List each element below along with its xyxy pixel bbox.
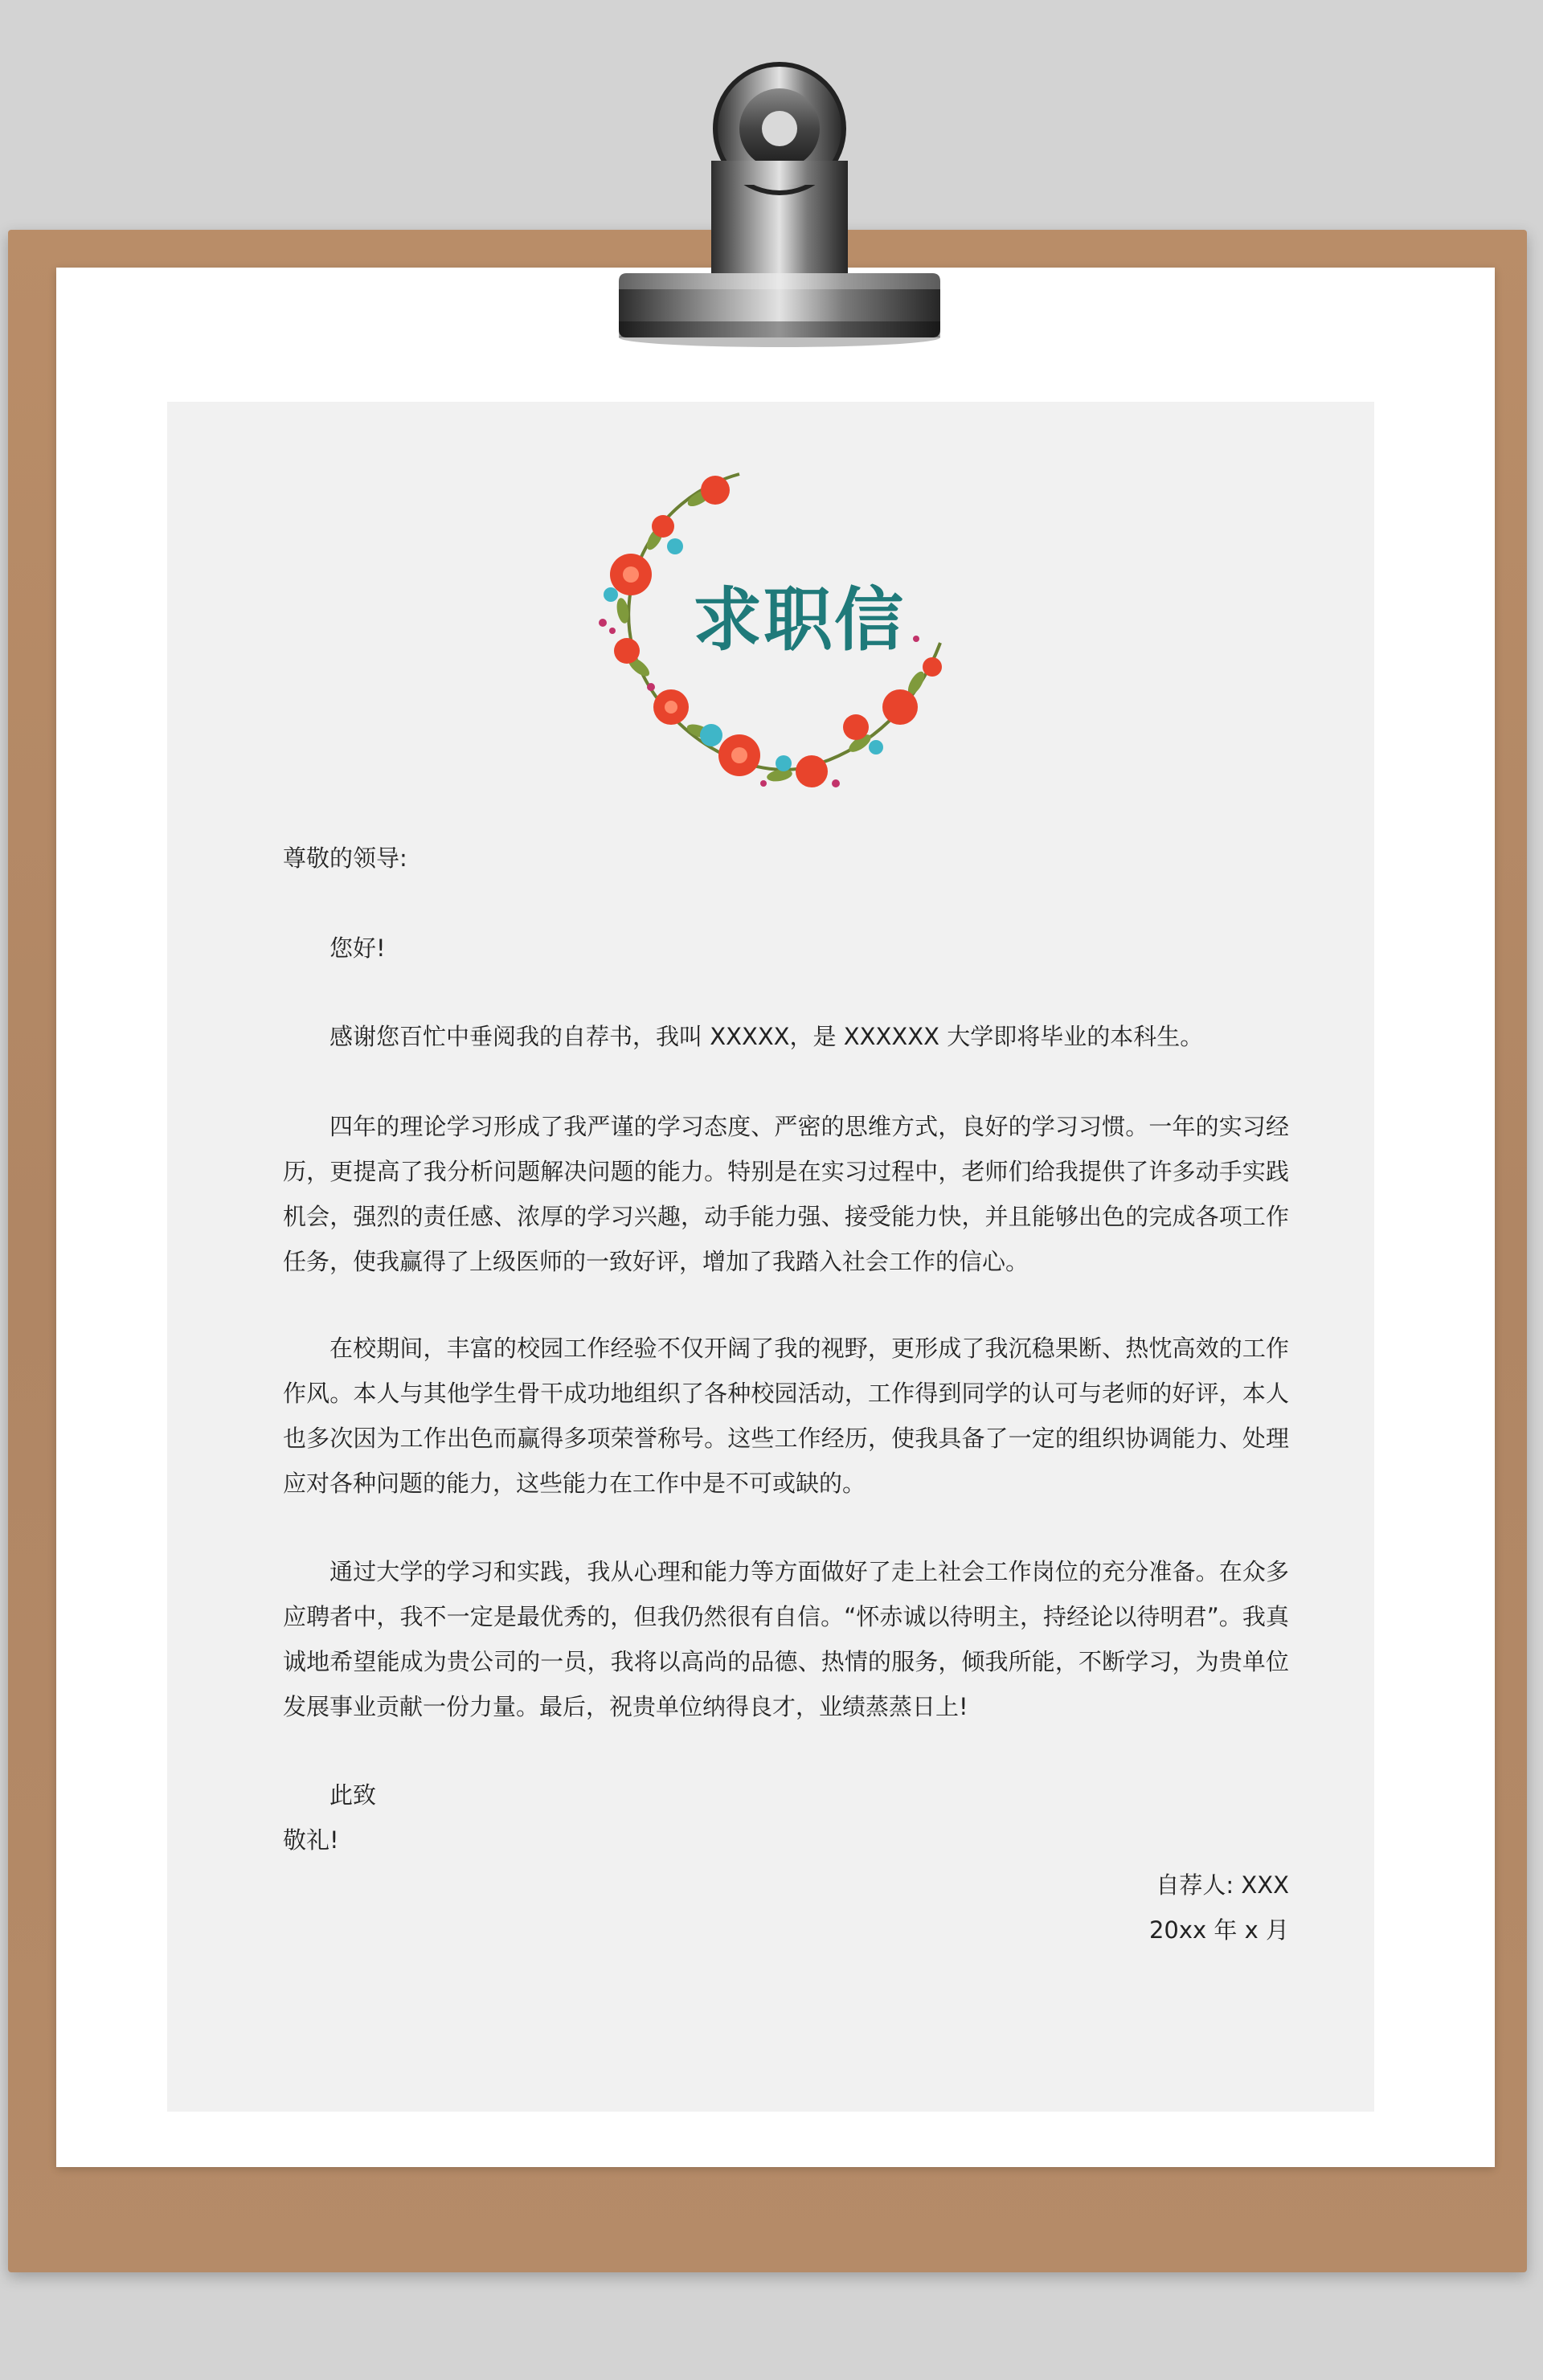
signature: 自荐人: XXX bbox=[1156, 1871, 1289, 1899]
paragraph-conclusion: 通过大学的学习和实践，我从心理和能力等方面做好了走上社会工作岗位的充分准备。在众多应聘者中，我不一定是最优秀的，但我仍然很有自信。“怀赤诚以待明主，持经论以待明君”。我真诚地希望能成为贵公司的一员，我将以高尚的品德、热情的服务，倾我所能，不断学习，为贵单位发展事业贡献一份力量。最后，祝贵单位纳得良才，业绩蒸蒸日上! bbox=[283, 1558, 1289, 1720]
paragraph-intro: 感谢您百忙中垂阅我的自荐书，我叫 XXXXX，是 XXXXXX 大学即将毕业的本科生。 bbox=[329, 1023, 1204, 1050]
paragraph-campus: 在校期间，丰富的校园工作经验不仅开阔了我的视野，更形成了我沉稳果断、热忱高效的工作作风。本人与其他学生骨干成功地组织了各种校园活动，工作得到同学的认可与老师的好评，本人也多次因为工作出色而赢得多项荣誉称号。这些工作经历，使我具备了一定的组织协调能力、处理应对各种问题的能力，这些能力在工作中是不可或缺的。 bbox=[283, 1335, 1289, 1497]
letter-date: 20xx 年 x 月 bbox=[1148, 1916, 1289, 1944]
binder-clip-icon bbox=[611, 48, 948, 354]
page-title: 求职信 bbox=[693, 579, 905, 660]
closing-line-1: 此致 bbox=[329, 1781, 377, 1809]
salutation: 尊敬的领导: bbox=[283, 844, 407, 872]
greeting-line: 您好! bbox=[329, 934, 386, 962]
closing-line-2: 敬礼! bbox=[283, 1826, 339, 1854]
paragraph-study: 四年的理论学习形成了我严谨的学习态度、严密的思维方式，良好的学习习惯。一年的实习经历，更提高了我分析问题解决问题的能力。特别是在实习过程中，老师们给我提供了许多动手实践机会，强烈的责任感、浓厚的学习兴趣，动手能力强、接受能力快，并且能够出色的完成各项工作任务，使我赢得了上级医师的一致好评，增加了我踏入社会工作的信心。 bbox=[283, 1113, 1289, 1275]
